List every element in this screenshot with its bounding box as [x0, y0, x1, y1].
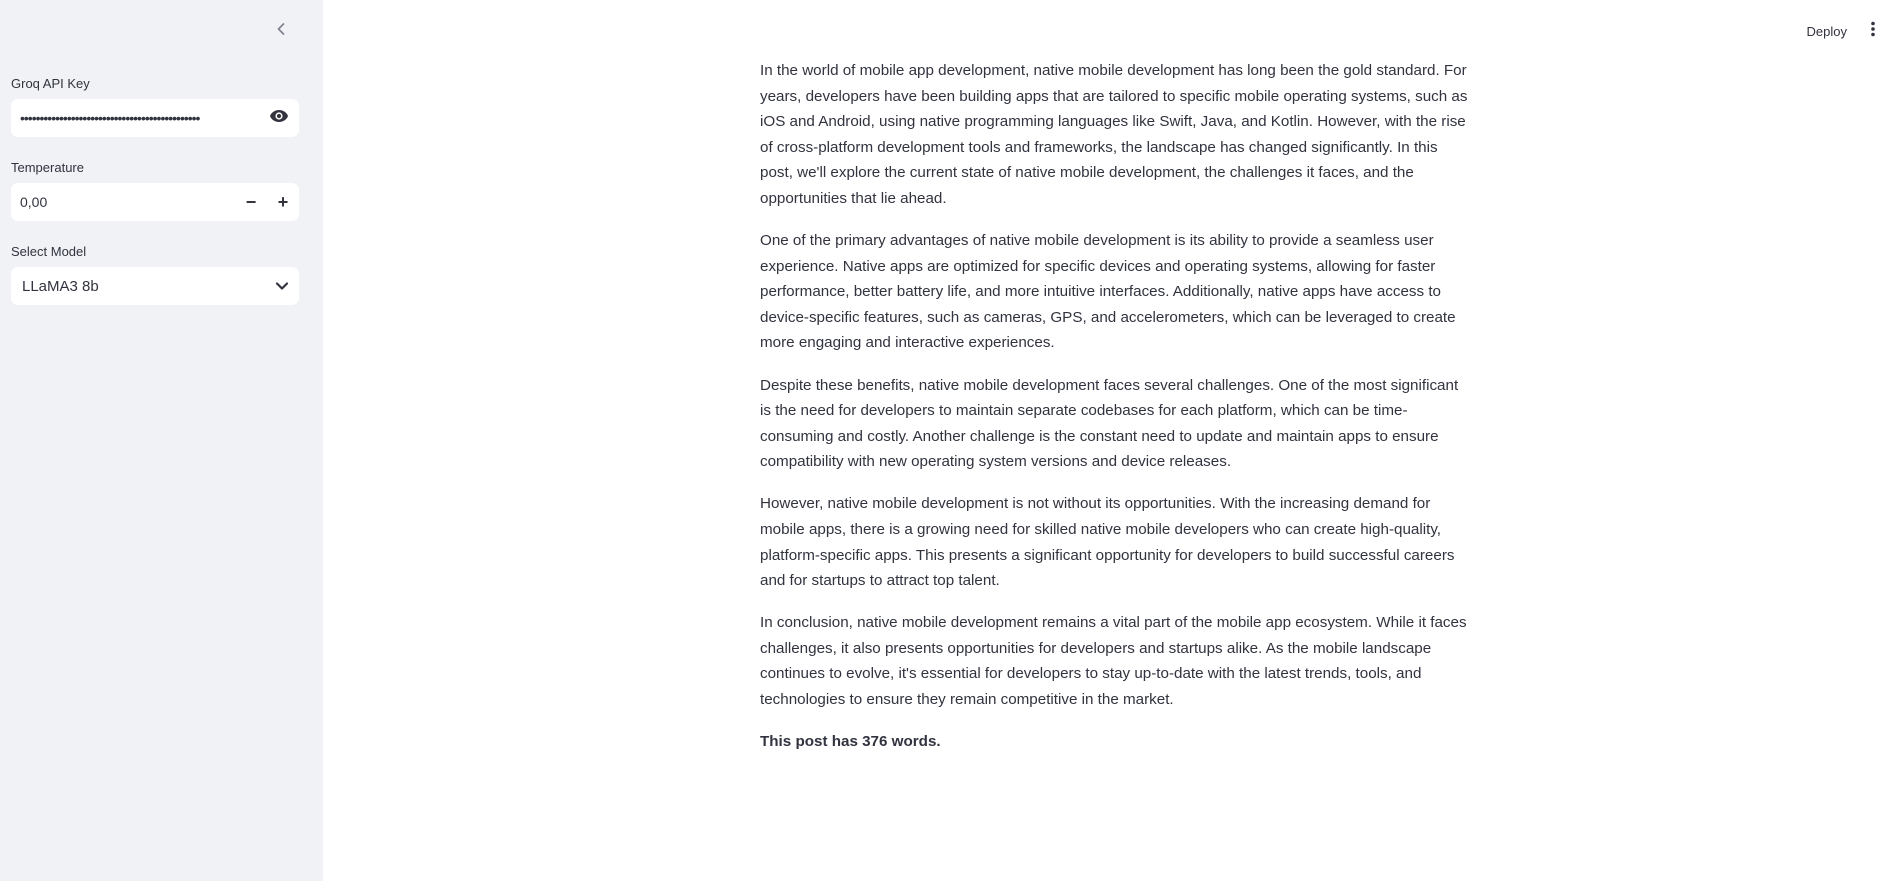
article-content	[760, 58, 1472, 771]
model-selected-value: LLaMA3 8b	[22, 277, 99, 295]
main-area	[323, 0, 1881, 881]
article-paragraph: Despite these benefits, native mobile development faces several challenges. One of the most significant is the need for developers to maintain separate codebases for each platform, which can be time-consuming and costly. Another challenge is the constant need to update and maintain apps to ensure compatibility with new operating system versions and device releases.	[760, 376, 1459, 471]
chevron-down-icon	[275, 281, 289, 291]
word-count-summary: This post has 376 words.	[760, 733, 941, 751]
temperature-field	[11, 183, 299, 221]
article-paragraph: One of the primary advantages of native mobile development is its ability to provide a seamless user experience. Native apps are optimized for specific devices and operating systems, allowing for faster performance, better battery life, and more intuitive interfaces. Additionally, native apps have access to device-specific features, such as cameras, GPS, and accelerometers, which can be leveraged to create more engaging and interactive experiences.	[760, 232, 1456, 352]
article-paragraph: However, native mobile development is not without its opportunities. With the increasing demand for mobile apps, there is a growing need for skilled native mobile developers who can create high-quality, platform-specific apps. This presents a significant opportunity for developers to build successful careers and for startups to attract top talent.	[760, 495, 1455, 590]
top-toolbar	[1807, 18, 1881, 44]
model-group	[11, 242, 299, 305]
temperature-label: Temperature	[11, 160, 84, 175]
api-key-group	[11, 74, 299, 137]
api-key-input[interactable]	[11, 99, 259, 137]
temperature-increment-button[interactable]: +	[277, 191, 289, 212]
main-menu-button[interactable]	[1865, 18, 1881, 44]
collapse-sidebar-button[interactable]	[270, 20, 292, 42]
sidebar	[0, 0, 323, 881]
eye-icon	[269, 109, 289, 128]
article-paragraph: In conclusion, native mobile development remains a vital part of the mobile app ecosystem. While it faces challenges, it also presents opportunities for developers and startups alike. As the mobile landscape continues to evolve, it's essential for developers to stay up-to-date with the latest trends, tools, and technologies to ensure they remain competitive in the market.	[760, 614, 1467, 709]
temperature-input[interactable]	[11, 183, 235, 221]
temperature-decrement-button[interactable]: −	[245, 191, 257, 212]
api-key-label: Groq API Key	[11, 76, 90, 91]
vertical-dots-icon	[1870, 21, 1876, 42]
temperature-group	[11, 158, 299, 221]
model-select[interactable]	[11, 267, 299, 305]
deploy-button[interactable]: Deploy	[1806, 23, 1847, 39]
article-paragraph: In the world of mobile app development, native mobile development has long been the gold standard. For years, developers have been building apps that are tailored to specific mobile operating systems, such as iOS and Android, using native programming languages like Swift, Java, and Kotlin. However, with the rise of cross-platform development tools and frameworks, the landscape has changed significantly. In this post, we'll explore the current state of native mobile development, the challenges it faces, and the opportunities that lie ahead.	[760, 62, 1468, 207]
api-key-field	[11, 99, 299, 137]
show-password-button[interactable]	[259, 99, 299, 137]
chevron-left-icon	[275, 22, 287, 41]
model-label: Select Model	[11, 244, 87, 259]
